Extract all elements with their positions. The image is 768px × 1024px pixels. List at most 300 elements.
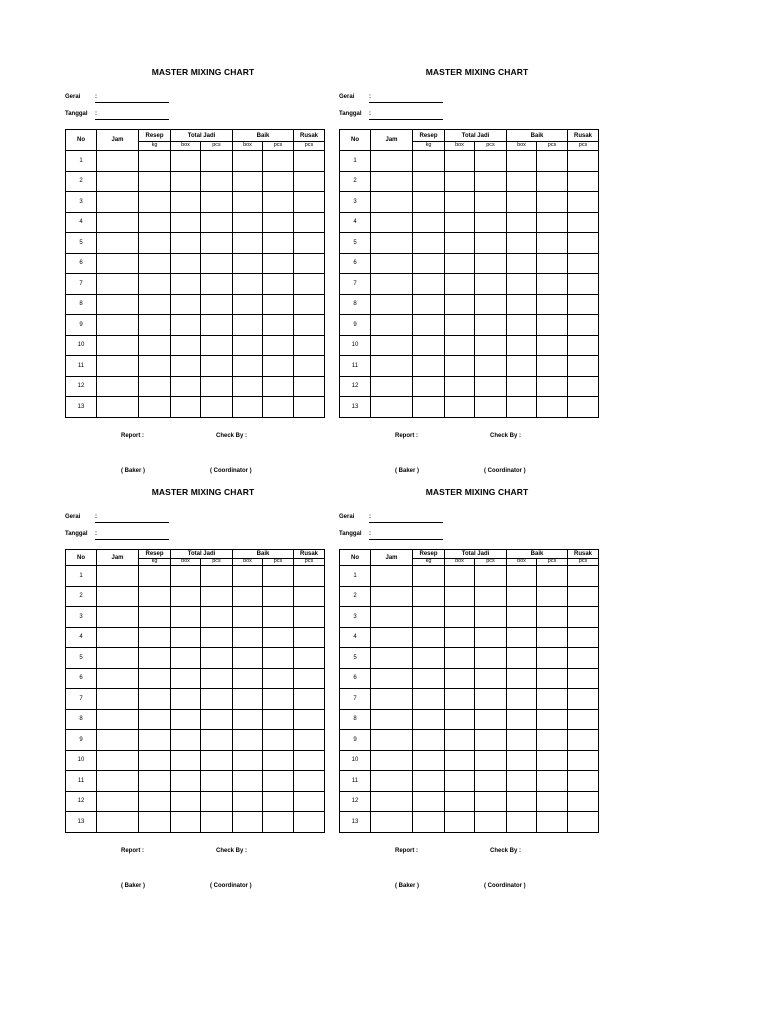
entry-cell[interactable] — [233, 253, 263, 274]
gerai-field[interactable] — [95, 522, 169, 523]
entry-cell[interactable] — [233, 212, 263, 233]
entry-cell[interactable] — [97, 212, 139, 233]
entry-cell[interactable] — [233, 274, 263, 295]
entry-cell[interactable] — [294, 212, 325, 233]
entry-cell[interactable] — [537, 771, 568, 792]
entry-cell[interactable] — [201, 151, 233, 172]
entry-cell[interactable] — [507, 668, 537, 689]
entry-cell[interactable] — [139, 668, 171, 689]
entry-cell[interactable] — [171, 397, 201, 418]
entry-cell[interactable] — [139, 315, 171, 336]
entry-cell[interactable] — [201, 812, 233, 833]
entry-cell[interactable] — [263, 648, 294, 669]
entry-cell[interactable] — [445, 586, 475, 607]
entry-cell[interactable] — [233, 648, 263, 669]
entry-cell[interactable] — [201, 253, 233, 274]
entry-cell[interactable] — [97, 750, 139, 771]
entry-cell[interactable] — [413, 151, 445, 172]
entry-cell[interactable] — [413, 812, 445, 833]
entry-cell[interactable] — [371, 253, 413, 274]
entry-cell[interactable] — [413, 791, 445, 812]
entry-cell[interactable] — [413, 627, 445, 648]
entry-cell[interactable] — [537, 668, 568, 689]
entry-cell[interactable] — [171, 668, 201, 689]
entry-cell[interactable] — [475, 648, 507, 669]
entry-cell[interactable] — [537, 648, 568, 669]
entry-cell[interactable] — [507, 233, 537, 254]
entry-cell[interactable] — [233, 668, 263, 689]
entry-cell[interactable] — [97, 192, 139, 213]
entry-cell[interactable] — [413, 376, 445, 397]
entry-cell[interactable] — [413, 648, 445, 669]
entry-cell[interactable] — [371, 294, 413, 315]
entry-cell[interactable] — [507, 376, 537, 397]
entry-cell[interactable] — [568, 627, 599, 648]
entry-cell[interactable] — [139, 274, 171, 295]
entry-cell[interactable] — [171, 709, 201, 730]
entry-cell[interactable] — [201, 750, 233, 771]
entry-cell[interactable] — [97, 397, 139, 418]
entry-cell[interactable] — [97, 791, 139, 812]
entry-cell[interactable] — [201, 233, 233, 254]
entry-cell[interactable] — [201, 294, 233, 315]
entry-cell[interactable] — [475, 771, 507, 792]
entry-cell[interactable] — [139, 294, 171, 315]
entry-cell[interactable] — [413, 294, 445, 315]
entry-cell[interactable] — [233, 709, 263, 730]
entry-cell[interactable] — [413, 709, 445, 730]
entry-cell[interactable] — [171, 750, 201, 771]
entry-cell[interactable] — [507, 274, 537, 295]
entry-cell[interactable] — [97, 648, 139, 669]
entry-cell[interactable] — [139, 376, 171, 397]
entry-cell[interactable] — [371, 376, 413, 397]
entry-cell[interactable] — [263, 709, 294, 730]
entry-cell[interactable] — [507, 212, 537, 233]
entry-cell[interactable] — [445, 233, 475, 254]
entry-cell[interactable] — [171, 791, 201, 812]
entry-cell[interactable] — [171, 212, 201, 233]
entry-cell[interactable] — [475, 586, 507, 607]
entry-cell[interactable] — [568, 335, 599, 356]
entry-cell[interactable] — [294, 566, 325, 587]
entry-cell[interactable] — [263, 356, 294, 377]
entry-cell[interactable] — [568, 689, 599, 710]
entry-cell[interactable] — [233, 294, 263, 315]
entry-cell[interactable] — [371, 356, 413, 377]
entry-cell[interactable] — [371, 586, 413, 607]
entry-cell[interactable] — [475, 315, 507, 336]
entry-cell[interactable] — [139, 151, 171, 172]
entry-cell[interactable] — [233, 192, 263, 213]
entry-cell[interactable] — [97, 668, 139, 689]
entry-cell[interactable] — [233, 335, 263, 356]
entry-cell[interactable] — [413, 274, 445, 295]
entry-cell[interactable] — [263, 566, 294, 587]
entry-cell[interactable] — [445, 171, 475, 192]
entry-cell[interactable] — [263, 233, 294, 254]
entry-cell[interactable] — [97, 335, 139, 356]
entry-cell[interactable] — [475, 151, 507, 172]
entry-cell[interactable] — [263, 151, 294, 172]
entry-cell[interactable] — [568, 376, 599, 397]
entry-cell[interactable] — [263, 397, 294, 418]
entry-cell[interactable] — [263, 335, 294, 356]
entry-cell[interactable] — [413, 356, 445, 377]
entry-cell[interactable] — [413, 212, 445, 233]
entry-cell[interactable] — [537, 730, 568, 751]
entry-cell[interactable] — [294, 607, 325, 628]
entry-cell[interactable] — [507, 566, 537, 587]
entry-cell[interactable] — [568, 607, 599, 628]
entry-cell[interactable] — [171, 151, 201, 172]
entry-cell[interactable] — [507, 709, 537, 730]
entry-cell[interactable] — [445, 689, 475, 710]
entry-cell[interactable] — [445, 607, 475, 628]
entry-cell[interactable] — [371, 397, 413, 418]
entry-cell[interactable] — [537, 294, 568, 315]
entry-cell[interactable] — [445, 376, 475, 397]
entry-cell[interactable] — [233, 151, 263, 172]
entry-cell[interactable] — [537, 750, 568, 771]
entry-cell[interactable] — [294, 586, 325, 607]
entry-cell[interactable] — [413, 668, 445, 689]
entry-cell[interactable] — [263, 212, 294, 233]
entry-cell[interactable] — [445, 668, 475, 689]
entry-cell[interactable] — [201, 689, 233, 710]
entry-cell[interactable] — [294, 812, 325, 833]
entry-cell[interactable] — [263, 192, 294, 213]
entry-cell[interactable] — [171, 627, 201, 648]
entry-cell[interactable] — [475, 607, 507, 628]
entry-cell[interactable] — [97, 709, 139, 730]
entry-cell[interactable] — [139, 566, 171, 587]
entry-cell[interactable] — [171, 566, 201, 587]
entry-cell[interactable] — [294, 356, 325, 377]
entry-cell[interactable] — [371, 627, 413, 648]
entry-cell[interactable] — [294, 689, 325, 710]
entry-cell[interactable] — [201, 274, 233, 295]
entry-cell[interactable] — [537, 212, 568, 233]
entry-cell[interactable] — [139, 192, 171, 213]
entry-cell[interactable] — [537, 627, 568, 648]
entry-cell[interactable] — [568, 750, 599, 771]
entry-cell[interactable] — [139, 233, 171, 254]
entry-cell[interactable] — [371, 689, 413, 710]
entry-cell[interactable] — [263, 253, 294, 274]
entry-cell[interactable] — [233, 397, 263, 418]
entry-cell[interactable] — [475, 233, 507, 254]
entry-cell[interactable] — [201, 335, 233, 356]
entry-cell[interactable] — [413, 233, 445, 254]
entry-cell[interactable] — [294, 151, 325, 172]
entry-cell[interactable] — [475, 294, 507, 315]
entry-cell[interactable] — [97, 315, 139, 336]
entry-cell[interactable] — [537, 253, 568, 274]
entry-cell[interactable] — [263, 274, 294, 295]
entry-cell[interactable] — [537, 315, 568, 336]
entry-cell[interactable] — [445, 566, 475, 587]
entry-cell[interactable] — [475, 627, 507, 648]
entry-cell[interactable] — [475, 730, 507, 751]
entry-cell[interactable] — [371, 566, 413, 587]
entry-cell[interactable] — [263, 315, 294, 336]
entry-cell[interactable] — [97, 627, 139, 648]
entry-cell[interactable] — [445, 397, 475, 418]
entry-cell[interactable] — [263, 812, 294, 833]
entry-cell[interactable] — [139, 730, 171, 751]
tanggal-field[interactable] — [95, 119, 169, 120]
entry-cell[interactable] — [475, 791, 507, 812]
entry-cell[interactable] — [371, 730, 413, 751]
entry-cell[interactable] — [371, 812, 413, 833]
entry-cell[interactable] — [537, 566, 568, 587]
entry-cell[interactable] — [201, 709, 233, 730]
entry-cell[interactable] — [139, 586, 171, 607]
entry-cell[interactable] — [171, 253, 201, 274]
entry-cell[interactable] — [568, 274, 599, 295]
entry-cell[interactable] — [371, 315, 413, 336]
entry-cell[interactable] — [445, 253, 475, 274]
entry-cell[interactable] — [294, 648, 325, 669]
entry-cell[interactable] — [537, 586, 568, 607]
entry-cell[interactable] — [445, 315, 475, 336]
entry-cell[interactable] — [371, 668, 413, 689]
entry-cell[interactable] — [413, 253, 445, 274]
entry-cell[interactable] — [537, 233, 568, 254]
entry-cell[interactable] — [139, 607, 171, 628]
entry-cell[interactable] — [233, 315, 263, 336]
entry-cell[interactable] — [201, 376, 233, 397]
entry-cell[interactable] — [413, 192, 445, 213]
entry-cell[interactable] — [139, 397, 171, 418]
entry-cell[interactable] — [371, 274, 413, 295]
entry-cell[interactable] — [171, 730, 201, 751]
entry-cell[interactable] — [139, 335, 171, 356]
entry-cell[interactable] — [171, 812, 201, 833]
entry-cell[interactable] — [371, 233, 413, 254]
entry-cell[interactable] — [537, 356, 568, 377]
entry-cell[interactable] — [568, 709, 599, 730]
entry-cell[interactable] — [475, 212, 507, 233]
entry-cell[interactable] — [139, 791, 171, 812]
entry-cell[interactable] — [294, 253, 325, 274]
entry-cell[interactable] — [97, 376, 139, 397]
entry-cell[interactable] — [294, 171, 325, 192]
entry-cell[interactable] — [233, 750, 263, 771]
entry-cell[interactable] — [171, 233, 201, 254]
gerai-field[interactable] — [95, 102, 169, 103]
entry-cell[interactable] — [371, 151, 413, 172]
entry-cell[interactable] — [445, 192, 475, 213]
entry-cell[interactable] — [475, 356, 507, 377]
entry-cell[interactable] — [413, 771, 445, 792]
entry-cell[interactable] — [537, 335, 568, 356]
entry-cell[interactable] — [97, 233, 139, 254]
entry-cell[interactable] — [97, 586, 139, 607]
entry-cell[interactable] — [568, 233, 599, 254]
entry-cell[interactable] — [233, 791, 263, 812]
entry-cell[interactable] — [413, 689, 445, 710]
entry-cell[interactable] — [139, 212, 171, 233]
entry-cell[interactable] — [201, 648, 233, 669]
entry-cell[interactable] — [139, 253, 171, 274]
entry-cell[interactable] — [413, 171, 445, 192]
entry-cell[interactable] — [171, 294, 201, 315]
entry-cell[interactable] — [233, 689, 263, 710]
entry-cell[interactable] — [507, 812, 537, 833]
entry-cell[interactable] — [413, 335, 445, 356]
entry-cell[interactable] — [507, 689, 537, 710]
entry-cell[interactable] — [475, 376, 507, 397]
entry-cell[interactable] — [568, 791, 599, 812]
entry-cell[interactable] — [568, 253, 599, 274]
entry-cell[interactable] — [413, 586, 445, 607]
entry-cell[interactable] — [445, 750, 475, 771]
entry-cell[interactable] — [201, 356, 233, 377]
entry-cell[interactable] — [97, 294, 139, 315]
entry-cell[interactable] — [475, 171, 507, 192]
entry-cell[interactable] — [139, 750, 171, 771]
entry-cell[interactable] — [445, 648, 475, 669]
entry-cell[interactable] — [507, 771, 537, 792]
entry-cell[interactable] — [445, 791, 475, 812]
entry-cell[interactable] — [171, 356, 201, 377]
entry-cell[interactable] — [413, 315, 445, 336]
entry-cell[interactable] — [233, 356, 263, 377]
entry-cell[interactable] — [371, 771, 413, 792]
entry-cell[interactable] — [139, 648, 171, 669]
gerai-field[interactable] — [369, 522, 443, 523]
entry-cell[interactable] — [233, 730, 263, 751]
entry-cell[interactable] — [201, 171, 233, 192]
entry-cell[interactable] — [537, 376, 568, 397]
entry-cell[interactable] — [201, 566, 233, 587]
entry-cell[interactable] — [294, 397, 325, 418]
entry-cell[interactable] — [201, 586, 233, 607]
entry-cell[interactable] — [139, 356, 171, 377]
entry-cell[interactable] — [233, 627, 263, 648]
entry-cell[interactable] — [233, 566, 263, 587]
entry-cell[interactable] — [568, 294, 599, 315]
entry-cell[interactable] — [294, 627, 325, 648]
entry-cell[interactable] — [475, 709, 507, 730]
entry-cell[interactable] — [201, 771, 233, 792]
entry-cell[interactable] — [139, 771, 171, 792]
entry-cell[interactable] — [507, 750, 537, 771]
entry-cell[interactable] — [263, 376, 294, 397]
entry-cell[interactable] — [233, 171, 263, 192]
entry-cell[interactable] — [475, 192, 507, 213]
entry-cell[interactable] — [507, 335, 537, 356]
entry-cell[interactable] — [263, 730, 294, 751]
entry-cell[interactable] — [413, 607, 445, 628]
entry-cell[interactable] — [445, 771, 475, 792]
entry-cell[interactable] — [171, 771, 201, 792]
entry-cell[interactable] — [263, 750, 294, 771]
entry-cell[interactable] — [537, 791, 568, 812]
entry-cell[interactable] — [445, 627, 475, 648]
entry-cell[interactable] — [201, 397, 233, 418]
entry-cell[interactable] — [507, 192, 537, 213]
entry-cell[interactable] — [371, 750, 413, 771]
entry-cell[interactable] — [263, 586, 294, 607]
entry-cell[interactable] — [171, 192, 201, 213]
entry-cell[interactable] — [445, 709, 475, 730]
entry-cell[interactable] — [294, 668, 325, 689]
entry-cell[interactable] — [263, 668, 294, 689]
entry-cell[interactable] — [201, 315, 233, 336]
entry-cell[interactable] — [475, 335, 507, 356]
entry-cell[interactable] — [233, 812, 263, 833]
entry-cell[interactable] — [507, 607, 537, 628]
entry-cell[interactable] — [97, 356, 139, 377]
entry-cell[interactable] — [201, 730, 233, 751]
entry-cell[interactable] — [568, 356, 599, 377]
entry-cell[interactable] — [263, 627, 294, 648]
entry-cell[interactable] — [568, 192, 599, 213]
gerai-field[interactable] — [369, 102, 443, 103]
entry-cell[interactable] — [475, 253, 507, 274]
entry-cell[interactable] — [507, 171, 537, 192]
entry-cell[interactable] — [371, 607, 413, 628]
entry-cell[interactable] — [171, 171, 201, 192]
entry-cell[interactable] — [413, 397, 445, 418]
entry-cell[interactable] — [568, 730, 599, 751]
entry-cell[interactable] — [371, 212, 413, 233]
entry-cell[interactable] — [97, 274, 139, 295]
entry-cell[interactable] — [233, 233, 263, 254]
entry-cell[interactable] — [294, 315, 325, 336]
tanggal-field[interactable] — [369, 539, 443, 540]
entry-cell[interactable] — [139, 709, 171, 730]
entry-cell[interactable] — [568, 151, 599, 172]
entry-cell[interactable] — [537, 171, 568, 192]
entry-cell[interactable] — [171, 315, 201, 336]
entry-cell[interactable] — [568, 771, 599, 792]
tanggal-field[interactable] — [369, 119, 443, 120]
entry-cell[interactable] — [568, 397, 599, 418]
entry-cell[interactable] — [445, 335, 475, 356]
entry-cell[interactable] — [537, 689, 568, 710]
entry-cell[interactable] — [445, 294, 475, 315]
entry-cell[interactable] — [201, 668, 233, 689]
entry-cell[interactable] — [537, 709, 568, 730]
entry-cell[interactable] — [475, 566, 507, 587]
entry-cell[interactable] — [171, 689, 201, 710]
entry-cell[interactable] — [371, 648, 413, 669]
entry-cell[interactable] — [568, 212, 599, 233]
entry-cell[interactable] — [568, 315, 599, 336]
entry-cell[interactable] — [171, 607, 201, 628]
entry-cell[interactable] — [475, 274, 507, 295]
entry-cell[interactable] — [97, 171, 139, 192]
entry-cell[interactable] — [445, 812, 475, 833]
entry-cell[interactable] — [294, 335, 325, 356]
entry-cell[interactable] — [201, 212, 233, 233]
entry-cell[interactable] — [171, 335, 201, 356]
entry-cell[interactable] — [475, 689, 507, 710]
entry-cell[interactable] — [371, 335, 413, 356]
entry-cell[interactable] — [201, 627, 233, 648]
entry-cell[interactable] — [139, 689, 171, 710]
entry-cell[interactable] — [97, 689, 139, 710]
entry-cell[interactable] — [97, 566, 139, 587]
entry-cell[interactable] — [371, 709, 413, 730]
entry-cell[interactable] — [537, 192, 568, 213]
entry-cell[interactable] — [294, 750, 325, 771]
entry-cell[interactable] — [413, 566, 445, 587]
